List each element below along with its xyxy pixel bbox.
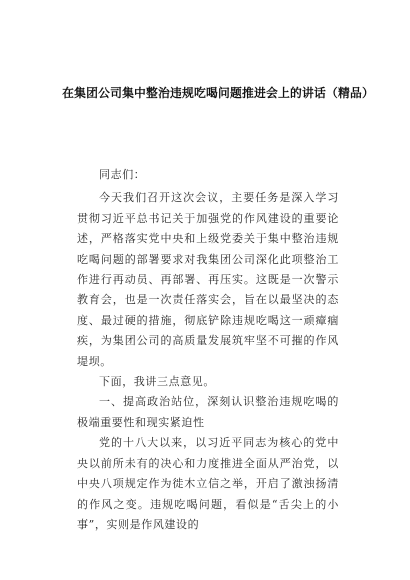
document-title: 在集团公司集中整治违规吃喝问题推进会上的讲话（精品）	[62, 86, 374, 100]
salutation: 同志们：	[99, 168, 146, 181]
paragraph-intro: 今天我们召开这次会议，主要任务是深入学习贯彻习近平总书记关于加强党的作风建设的重要论述，严格落实党中央和上级党委关于集中整治违规吃喝问题的部署要求对我集团公司深化此项整治工作进行再动员、再部署、再压实。这既是一次警示教育会，也是一次责任落实会，旨在以最坚决的态度、最过硬的措施，彻底铲除违规吃喝这一顽瘴痼疾，为集团公司的高质量发展筑牢坚不可摧的作风堤坝。	[77, 191, 339, 368]
section-heading-1: 一、提高政治站位，深刻认识整治违规吃喝的极端重要性和现实紧迫性	[77, 395, 339, 429]
document-body	[77, 165, 339, 535]
paragraph-transition: 下面，我讲三点意见。	[99, 375, 215, 389]
paragraph-section-1: 党的十八大以来，以习近平同志为核心的党中央以前所未有的决心和力度推进全面从严治党，以中央八项规定作为徙木立信之举，开启了激浊扬清的作风之变。违规吃喝问题，看似是“舌尖上的小事”，实则是作风建设的	[77, 436, 339, 531]
